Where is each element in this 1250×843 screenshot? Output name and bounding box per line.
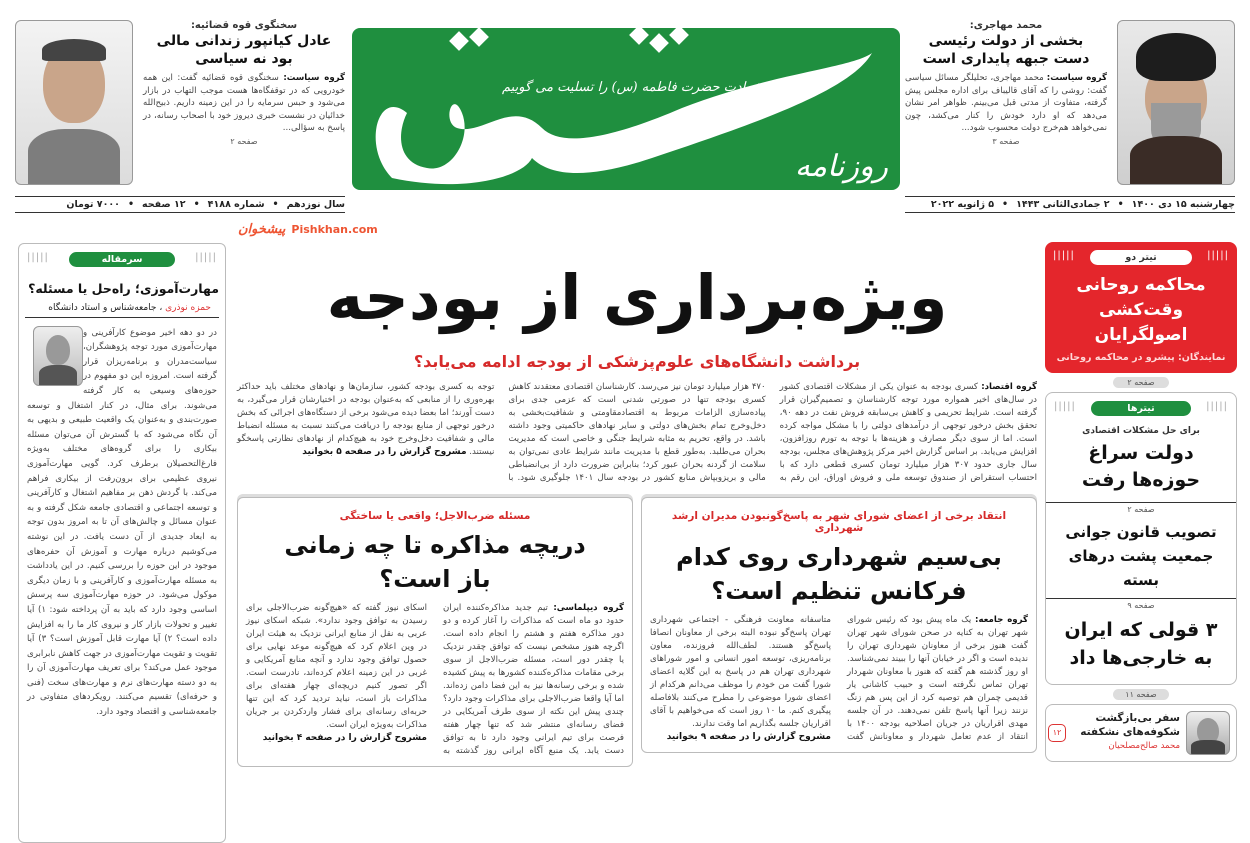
teaser-photo — [15, 20, 133, 185]
headlines-label: تیترها — [1091, 401, 1191, 416]
editorial-title: مهارت‌آموزی؛ راه‌حل یا مسئله؟ — [28, 281, 219, 296]
secondary-title: محاکمه روحانی وقت‌کشی اصولگرایان — [1076, 275, 1206, 345]
column-title: سفر بی‌بازگشت شکوفه‌های نشکفته — [1080, 712, 1180, 738]
top-right-teaser[interactable] — [905, 20, 1235, 192]
teaser-photo — [1117, 20, 1235, 185]
masthead-prefix: روزنامه — [794, 149, 888, 184]
story-body: گروه دیپلماسی: تیم جدید مذاکره‌کننده ایران حدود دو ماه است که مذاکرات را آغاز کرده و دو دور مذاکره هفتم و هشتم را انجام داده است. اگرچه هنوز مشخص نیست که توافق چقدر نزدیک یا چقدر دور است، مسئله ضرب‌الاجل از سوی برخی مقامات مذاکره‌کننده کشورها به پیش کشیده شده و برخی رسانه‌ها نیز به این فضا دامن زده‌اند. اما آیا واقعا ضرب‌الاجلی برای مذاکرات وجود دارد؟ چندی پیش این نکته از سوی طرف آمریکایی در فضای رسانه‌ای منتشر شد که تنها چهار هفته فرصت برای تیم ایرانی وجود دارد تا به توافق دست یابد. یک منبع آگاه ایرانی روز گذشته به اسکای نیوز گفته که «هیچ‌گونه ضرب‌الاجلی برای رسیدن به توافق وجود ندارد». شبکه اسکای نیوز عربی به نقل از منابع ایرانی نزدیک به هیئت ایران در وین اعلام کرد که هیچ‌گونه موعد نهایی برای حصول توافق وجود ندارد و آنچه منابع آمریکایی و غربی در این زمینه اعلام کرده‌اند، نادرست است. اگر تصور کنیم دریچه‌ای چهار هفته‌ای برای مذاکرات باز است، نباید تردید کرد که این تنها حربه‌ای رسانه‌ای برای فشار واردکردن بر جریان مذاکرات به‌ویژه ایران است. مشروح گزارش را در صفحه ۴ بخوانید — [246, 603, 624, 756]
story-title: بی‌سیم شهرداری روی کدام فرکانس تنظیم است؟ — [676, 543, 1002, 605]
headline-page: صفحه ۲ — [1046, 502, 1236, 514]
author-photo — [33, 326, 83, 386]
teaser-body: گروه سیاست: سخنگوی قوه قضائیه گفت: این همه خودرویی که در توقفگاه‌ها هست موجب التهاب در بازار می‌شود و حبس سرمایه را در این زمینه داریم. ذبیح‌الله خدائیان در نشست خبری دیروز خود با اصحاب رسانه، در پاسخ به سؤالی... — [143, 73, 346, 133]
headline-item[interactable]: برای حل مشکلات اقتصادی دولت سراغ حوزه‌ها رفت — [1081, 426, 1201, 491]
top-right-region — [905, 20, 1235, 213]
secondary-subtitle: نمایندگان: پیشرو در محاکمه روحانی — [1056, 352, 1226, 363]
teaser-kicker: سخنگوی قوه قضائیه: — [190, 20, 298, 31]
headline-item[interactable]: ۳ قولی که ایران به خارجی‌ها داد — [1064, 619, 1218, 669]
main-story-body: گروه اقتصاد: کسری بودجه به عنوان یکی از مشکلات اقتصادی کشور در سال‌های اخیر همواره مورد توجه کارشناسان و تصمیم‌گیران قرار گرفته است. شرایط تحریمی و کاهش بی‌سابقه فروش نفت در دهه ۹۰، تحقق بخش درخور توجهی از درآمدهای دولتی را با مشکل مواجه کرده است. اما از سوی دیگر مصارف و هزینه‌ها با توجه به تورم روزافزون، افزایش می‌یابد. بر اساس گزارش اخیر مرکز پژوهش‌های مجلس، بودجه سال جاری حدود ۳۰۷ هزار میلیارد تومان کسری قطعی دارد که با احتساب استقراض از صندوق توسعه ملی و فروش اوراق، این رقم به ۴۷۰ هزار میلیارد تومان نیز می‌رسد. کارشناسان اقتصادی معتقدند کاهش کسری بودجه تنها در صورتی شدنی است که عزمی جدی برای پیاده‌سازی الزامات مربوط به اقتصادمقاومتی و شفافیت‌بخشی به دخل‌وخرج تمام بخش‌های دولتی و سایر نهادهای حاکمیتی وجود داشته باشد. در واقع، تحریم به مثابه شرایط جنگی و خاصی است که مدیریت بحران می‌طلبد. به‌طور قطع با مدیریت مانند شرایط عادی نمی‌توان به سلامت از گردنه بحران عبور کرد؛ بنابراین ضرورت دارد از بی‌انضباطی مالی و بریزوبپاش منابع کشور در بودجه سال ۱۴۰۱ جلوگیری شود. با توجه به کسری بودجه کشور، سازمان‌ها و نهادهای مختلف باید حداکثر بهره‌وری را از منابعی که به‌عنوان بودجه در اختیارشان قرار می‌گیرد، به دست آورند؛ اما بعضا دیده می‌شود برخی از دستگاه‌های اجرائی که بخش درخور توجهی از منابع بودجه را دریافت می‌کنند نسبت به مسئله انضباط مالی و شفافیت دخل‌وخرج خود به هیچ‌کدام از نهادهای نظارتی پاسخگو نیستند. مشروح گزارش را در صفحه ۵ بخوانید — [237, 382, 1038, 483]
column-author: محمد صالح‌مصلحیان — [1108, 741, 1180, 751]
issue-pages: ۱۲ صفحه — [142, 199, 186, 210]
date-gregorian: ۵ ژانویه ۲۰۲۲ — [930, 199, 995, 210]
issue-info: سال نوزدهم • شماره ۴۱۸۸ • ۱۲ صفحه • ۷۰۰۰ تومان — [15, 196, 345, 213]
read-more-link[interactable]: مشروح گزارش را در صفحه ۹ بخوانید — [666, 732, 831, 742]
headline-item[interactable]: تصویب قانون جوانی جمعیت پشت درهای بسته — [1065, 523, 1217, 589]
teaser-body: گروه سیاست: محمد مهاجری، تحلیلگر مسائل سیاسی گفت: روشی را که آقای قالیباف برای اداره مجلس پیش گرفته، متفاوت از مدتی قبل می‌بینم. ظواهر امر نشان می‌دهد که او دارد خودش را کنار می‌کشد، چون نمی‌خواهد هم‌خرج دولت محسوب شود... — [905, 73, 1107, 133]
teaser-kicker: محمد مهاجری: — [969, 20, 1043, 31]
story-negotiation[interactable] — [237, 497, 633, 767]
issue-price: ۷۰۰۰ تومان — [66, 199, 120, 210]
secondary-headline-box[interactable]: ||||| ||||| تیتر دو محاکمه روحانی وقت‌کشی اصولگرایان نمایندگان: پیشرو در محاکمه روحانی — [1045, 242, 1237, 373]
editorial-byline: حمزه نوذری ، جامعه‌شناس و استاد دانشگاه — [25, 303, 219, 318]
column-page-badge: ۱۲ — [1048, 724, 1066, 742]
editorial-author-role: جامعه‌شناس و استاد دانشگاه — [48, 302, 157, 313]
editorial-author: حمزه نوذری — [165, 302, 211, 313]
issue-year: سال نوزدهم — [286, 199, 345, 210]
read-more-link[interactable]: مشروح گزارش را در صفحه ۴ بخوانید — [262, 733, 427, 743]
story-body: گروه جامعه: یک ماه پیش بود که رئیس شورای شهر تهران به کنایه در صحن شورای شهر تهران گفت هنوز برخی از معاونان شهرداری تهران را ندیده است و اگر در خیابان آنها را ببیند نمی‌شناسد. او روز گذشته هم گفته که هنوز با معاونان شهردار تهران تماس نگرفته است و حبیب کاشانی یار قدیمی چمران هم توصیه کرد از این پس هم زنگ نزنند زیرا آنها پاسخ تلفن نمی‌دهند. در آن جلسه مهدی اقراریان در جریان اصلاحیه بودجه ۱۴۰۰ با انتقاد از عدم تعامل شهردار و معاونانش گفت متاسفانه معاونت فرهنگی - اجتماعی شهرداری تهران پاسخ‌گو نبوده البته برخی از معاونان انصافا پاسخ‌گو هستند. لطف‌الله فروزنده، معاون برنامه‌ریزی، توسعه امور انسانی و امور شوراهای شهرداری تهران هم در پاسخ به این گلایه اعضای شورا گفت من خودم را موظف می‌دانم هرکدام از اعضای شورا موضوعی را مطرح می‌کنند بلافاصله پیگیری کنم. ما ۱۰ روز است که می‌خواهیم با آقای اقراریان جلسه بگذاریم اما وقت ندارند. مشروح گزارش را در صفحه ۹ بخوانید — [650, 615, 1028, 742]
secondary-label: تیتر دو — [1090, 250, 1192, 265]
read-more-link[interactable]: مشروح گزارش را در صفحه ۵ بخوانید — [302, 447, 467, 457]
date-hijri: ۲ جمادی‌الثانی ۱۴۴۳ — [1016, 199, 1110, 210]
secondary-page: صفحه ۲ — [1113, 377, 1169, 388]
right-sidebar — [1045, 242, 1237, 762]
teaser-page: صفحه ۳ — [992, 136, 1020, 146]
date-solar: چهارشنبه ۱۵ دی ۱۴۰۰ — [1131, 199, 1235, 210]
columnist-photo — [1186, 711, 1230, 755]
main-column — [237, 250, 1037, 767]
watermark-logo: پیشخوان — [238, 222, 286, 237]
story-kicker: انتقاد برخی از اعضای شورای شهر به پاسخ‌گونبودن مدیران ارشد شهرداری — [671, 510, 1007, 534]
date-line: چهارشنبه ۱۵ دی ۱۴۰۰ • ۲ جمادی‌الثانی ۱۴۴۳ • ۵ ژانویه ۲۰۲۲ — [905, 196, 1235, 213]
masthead — [352, 28, 900, 190]
watermark-block — [238, 222, 378, 237]
top-left-teaser[interactable] — [15, 20, 345, 192]
headlines-box: ||||| ||||| تیترها برای حل مشکلات اقتصادی دولت سراغ حوزه‌ها رفت صفحه ۲ تصویب قانون جوانی جمعیت پشت درهای بسته صفحه ۹ ۳ قولی که ایران به خارجی‌ها داد — [1045, 392, 1237, 685]
story-title: دریچه مذاکره تا چه زمانی باز است؟ — [284, 531, 586, 593]
issue-number: شماره ۴۱۸۸ — [207, 199, 265, 210]
main-subhead: برداشت دانشگاه‌های علوم‌پزشکی از بودجه ادامه می‌یابد؟ — [413, 352, 861, 371]
editorial-body: در دو دهه اخیر موضوع کارآفرینی و مهارت‌آموزی مورد توجه پژوهشگران، سیاست‌مدران و برنامه‌ریزان قرار گرفته است. امروزه این دو مفهوم در حوزه‌های وسیعی به کار گرفته می‌شوند. برای مثال، در کنار اشتغال و توسعه صورت‌بندی و به‌عنوان یک واقعیت طبیعی و بدیهی به آن نگاه می‌شود که با گسترش آن می‌توان مسئله بیکاری را برای گروه‌های مختلف به‌ویژه فارغ‌التحصیلان برطرف کرد. گویی مهارت‌آموزی نیروی عظیمی برای برون‌رفت از بیکاری فراهم می‌کند. با گردش ذهن بر مفاهیم اشتغال و کارآفرینی و توسعه اجتماعی و اقتصادی جامعه شکل گرفته و به عنوان مسائل و چالش‌های آن تا به امروز بدون توجه به ابعاد جدیدی از آن دست یافت. در این نوشته می‌کوشیم درباره مهارت و آموزش آن حفره‌های موجود در این حوزه را بررسی کنیم. در این یادداشت به مسئله مهارت‌آموزی و کارآفرینی و با زمان دیگری موکول می‌شود. در حوزه مهارت‌آموزی سه پرسش اساسی وجود دارد که باید به آن پرداخته شود: ۱) آیا تغییر و تحولات بازار کار و نیروی کار ما را به افزایش داده است؟ ۲) آیا مهارت قابل آموزش است؟ ۳) آیا تقویت و تقویت مهارت‌آموزی در جهت کاهش نابرابری موجود عمل می‌کند؟ برای تعریف مهارت‌آموزی آن را به دو دسته مهارت‌های نرم و مهارت‌های سخت (فنی و حرفه‌ای) تقسیم می‌کنند. رویکردهای متفاوتی در جامعه‌شناسی و اقتصاد وجود دارد. — [27, 327, 217, 718]
condolence-text: شهادت حضرت فاطمه (س) را تسلیت می گوییم — [502, 80, 763, 95]
teaser-title: عادل کیانپور زندانی مالی بود نه سیاسی — [156, 33, 332, 67]
top-left-region — [15, 20, 345, 213]
column-teaser[interactable] — [1045, 704, 1237, 762]
editorial-label: سرمقاله — [69, 252, 175, 267]
headline-page: صفحه ۹ — [1046, 598, 1236, 610]
story-kicker: مسئله ضرب‌الاجل؛ واقعی یا ساختگی — [339, 510, 531, 522]
teaser-title: بخشی از دولت رئیسی دست جبهه پایداری است — [922, 33, 1090, 67]
headline-page: صفحه ۱۱ — [1113, 689, 1169, 700]
main-headline: ویژه‌برداری از بودجه — [326, 261, 948, 334]
watermark-text: Pishkhan.com — [291, 223, 378, 236]
teaser-page: صفحه ۲ — [230, 136, 258, 146]
editorial-box[interactable]: ||||| ||||| سرمقاله مهارت‌آموزی؛ راه‌حل یا مسئله؟ حمزه نوذری ، جامعه‌شناس و استاد دانشگاه در دو دهه اخیر موضوع کارآفرینی و مهارت‌آموزی مورد توجه پژوهشگران، سیاست‌مدران و برنامه‌ریزان قرار گرفته است. امروزه این دو مفهوم در حوزه‌های وسیعی به کار گرفته می‌شوند. برای مثال، در کنار اشتغال و توسعه صورت‌بندی و به‌عنوان یک واقعیت طبیعی و بدیهی به آن نگاه می‌شود که با گسترش آن می‌توان مسئله بیکاری را برای گروه‌های مختلف به‌ویژه فارغ‌التحصیلان برطرف کرد. گویی مهارت‌آموزی نیروی عظیمی برای برون‌رفت از بیکاری فراهم می‌کند. با گردش ذهن بر مفاهیم اشتغال و کارآفرینی و توسعه اجتماعی و اقتصادی جامعه شکل گرفته و به عنوان مسائل و چالش‌های آن تا به امروز بدون توجه به ابعاد جدیدی از آن دست یافت. در این نوشته می‌کوشیم درباره مهارت و آموزش آن حفره‌های موجود در این حوزه را بررسی کنیم. در این یادداشت به مسئله مهارت‌آموزی و کارآفرینی و با زمان دیگری موکول می‌شود. در حوزه مهارت‌آموزی سه پرسش اساسی وجود دارد که باید به آن پرداخته شود: ۱) آیا تغییر و تحولات بازار کار و نیروی کار ما را به افزایش داده است؟ ۲) آیا مهارت قابل آموزش است؟ ۳) آیا تقویت و تقویت مهارت‌آموزی در جهت کاهش نابرابری موجود عمل می‌کند؟ برای تعریف مهارت‌آموزی آن را به دو دسته مهارت‌های نرم و مهارت‌های سخت (فنی و حرفه‌ای) تقسیم می‌کنند. رویکردهای متفاوتی در جامعه‌شناسی و اقتصاد وجود دارد. — [18, 243, 226, 843]
story-municipality[interactable] — [641, 497, 1037, 753]
